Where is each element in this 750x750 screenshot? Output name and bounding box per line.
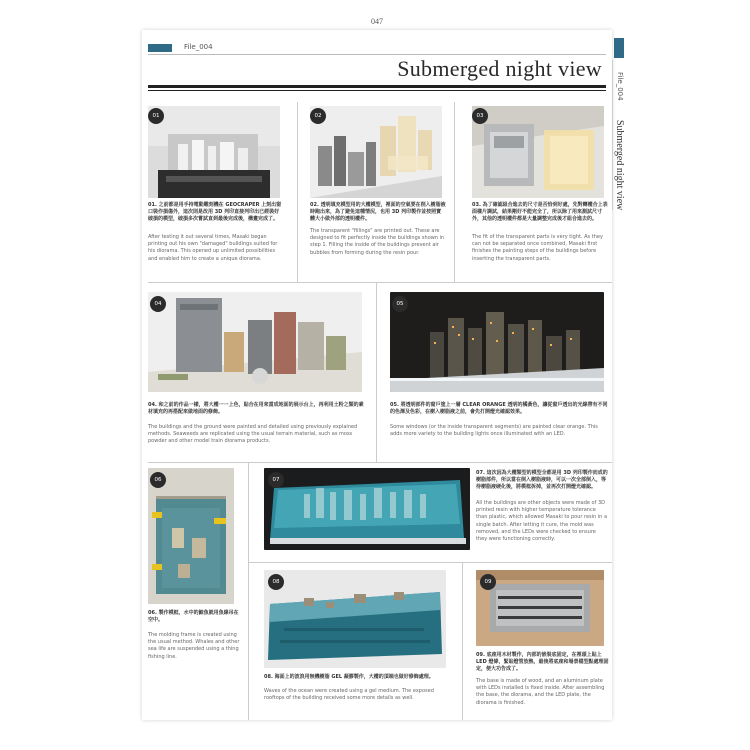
row-divider: [148, 282, 612, 283]
step-08-photo: [264, 570, 446, 668]
row-divider: [248, 562, 612, 563]
step-06-photo: [148, 468, 234, 604]
step-badge: 09: [480, 574, 496, 590]
file-tab-marker: [148, 44, 172, 52]
step-02-text-zh: 02. 透明填充模型用的大樓模型，裡面的空氣要在削入樹脂液時跑出來，為了避免這種情況，也用 3D 列印製作並按照實體大小做外部的透明樓件。: [310, 202, 446, 222]
step-04-text-en: The buildings and the ground were painted and detailed using previously explained methods. Seaweeds are replicated using the usual terrain material, such as moss powder and other model train diorama products.: [148, 424, 358, 445]
step-badge: 07: [268, 472, 284, 488]
page-title: Submerged night view: [397, 56, 602, 81]
step-05-photo: [390, 292, 604, 392]
step-06-text-zh: 06. 製作模框，水中的鯨魚就用魚線吊在空中。: [148, 610, 239, 623]
step-badge: 02: [310, 108, 326, 124]
step-03-text-zh: 03. 為了確認組合進去的尺寸是否恰到好處，先對轉樓合上表面樣片調試，結果剛好不能完全了，所以除了用來測試尺寸外，其他的透明樓件都是大量調整完成後才組合進去的。: [472, 202, 608, 222]
side-divider: [612, 60, 613, 210]
step-02-text-en: The transparent "fillings" are printed out. These are designed to fit perfectly inside the buildings shown in step 1. Filling the inside of the buildings prevent air bubbles from forming during the resin pour.: [310, 228, 445, 256]
step-09-text-en: The base is made of wood, and an aluminum plate with LEDs installed is fixed inside. After assembling the base, the diorama, and the LED plate, the diorama is finished.: [476, 678, 605, 706]
step-badge: 03: [472, 108, 488, 124]
step-05-text-zh: 05. 將透明部件的窗戶塗上一層 CLEAR ORANGE 透明的橘黃色，讓從窗戶透出的光線帶有不同的色澤及色彩，在樹入樹脂液之前，會先打開燈光確認效果。: [390, 402, 608, 415]
step-badge: 06: [150, 472, 166, 488]
file-label: File_004: [184, 43, 213, 51]
step-07-text-en: All the buildings are other objects were made of 3D printed resin with higher temperature tolerance than plastic, which allowed Masaki to pour resin in a single batch. After letting it cure, the mold was removed, and the LEDs were checked to ensure they were functioning correctly.: [476, 500, 608, 543]
column-divider: [454, 102, 455, 282]
page-number: 047: [371, 17, 383, 26]
side-title: Submerged night view: [614, 120, 625, 211]
step-01-photo: [148, 106, 280, 198]
column-divider: [462, 562, 463, 720]
side-tab-marker: [614, 38, 624, 58]
header-divider: [148, 54, 606, 55]
step-01-text-zh: 01. 之前都是用手持電動雕刻機在 GEOCRAPER 上刻出窗口裝作損傷外，這次則是改用 3D 列印直接列印出已經裝好破損的模型，破損多次嘗試直到最後完成後，構畫完成了。: [148, 202, 282, 222]
step-badge: 04: [150, 296, 166, 312]
step-02-photo: [310, 106, 442, 198]
title-rule-thick: [148, 85, 606, 88]
side-file-label: File_004: [616, 72, 624, 101]
step-badge: 01: [148, 108, 164, 124]
step-09-text-zh: 09. 底座用木材製作，內部的嵌裝底固定，在裡頭上貼上 LED 燈條，緊貼燈管放熱，最後將底座和場景檔型點處理固定，便大功告成了。: [476, 652, 609, 672]
step-03-photo: [472, 106, 604, 198]
step-06-text-en: The molding frame is created using the usual method. Whales and other sea life are suspended using a thing fishing line.: [148, 632, 240, 660]
step-07-text-zh: 07. 這次因為大樓類型的模型全都是用 3D 列印製作而成的樹脂部件，所以當在倒入樹脂液時，可以一次全部倒入，等待樹脂液硬化後，將模框拆掉，並再次打開燈光確認。: [476, 470, 608, 490]
step-05-text-en: Some windows (or the inside transparent segments) are painted clear orange. This adds more variety to the building lights once illuminated with an LED.: [390, 424, 598, 438]
step-08-text-en: Waves of the ocean were created using a gel medium. The exposed rooftops of the building received some more details as well.: [264, 688, 434, 702]
magazine-page: [142, 30, 612, 720]
step-07-photo: [264, 468, 470, 550]
column-divider: [297, 102, 298, 282]
step-badge: 05: [392, 296, 408, 312]
row-divider: [148, 462, 612, 463]
step-04-text-zh: 04. 和之前的作品一樣，將大樓一一上色，貼合在用來當成地面的展示台上，再利用土粉之類的素材填充的再搭配來做地面的修飾。: [148, 402, 364, 415]
step-03-text-en: The fit of the transparent parts is very tight. As they can not be separated once combined, Masaki first finishes the painting steps of the buildings before inserting the transparent parts.: [472, 234, 603, 262]
column-divider: [376, 282, 377, 462]
step-badge: 08: [268, 574, 284, 590]
step-08-text-zh: 08. 海面上的波浪用無機樹脂 GEL 凝膠製作，大樓的頂端也做好修飾處理。: [264, 674, 434, 680]
step-01-text-en: After testing it out several times, Masaki began printing out his own "damaged" buildings suited for his diorama. This opened up unlimited possibilities and enabled him to create a unique diorama.: [148, 234, 278, 262]
step-04-photo: [148, 292, 362, 392]
column-divider: [248, 462, 249, 720]
title-rule-thin: [148, 90, 606, 91]
